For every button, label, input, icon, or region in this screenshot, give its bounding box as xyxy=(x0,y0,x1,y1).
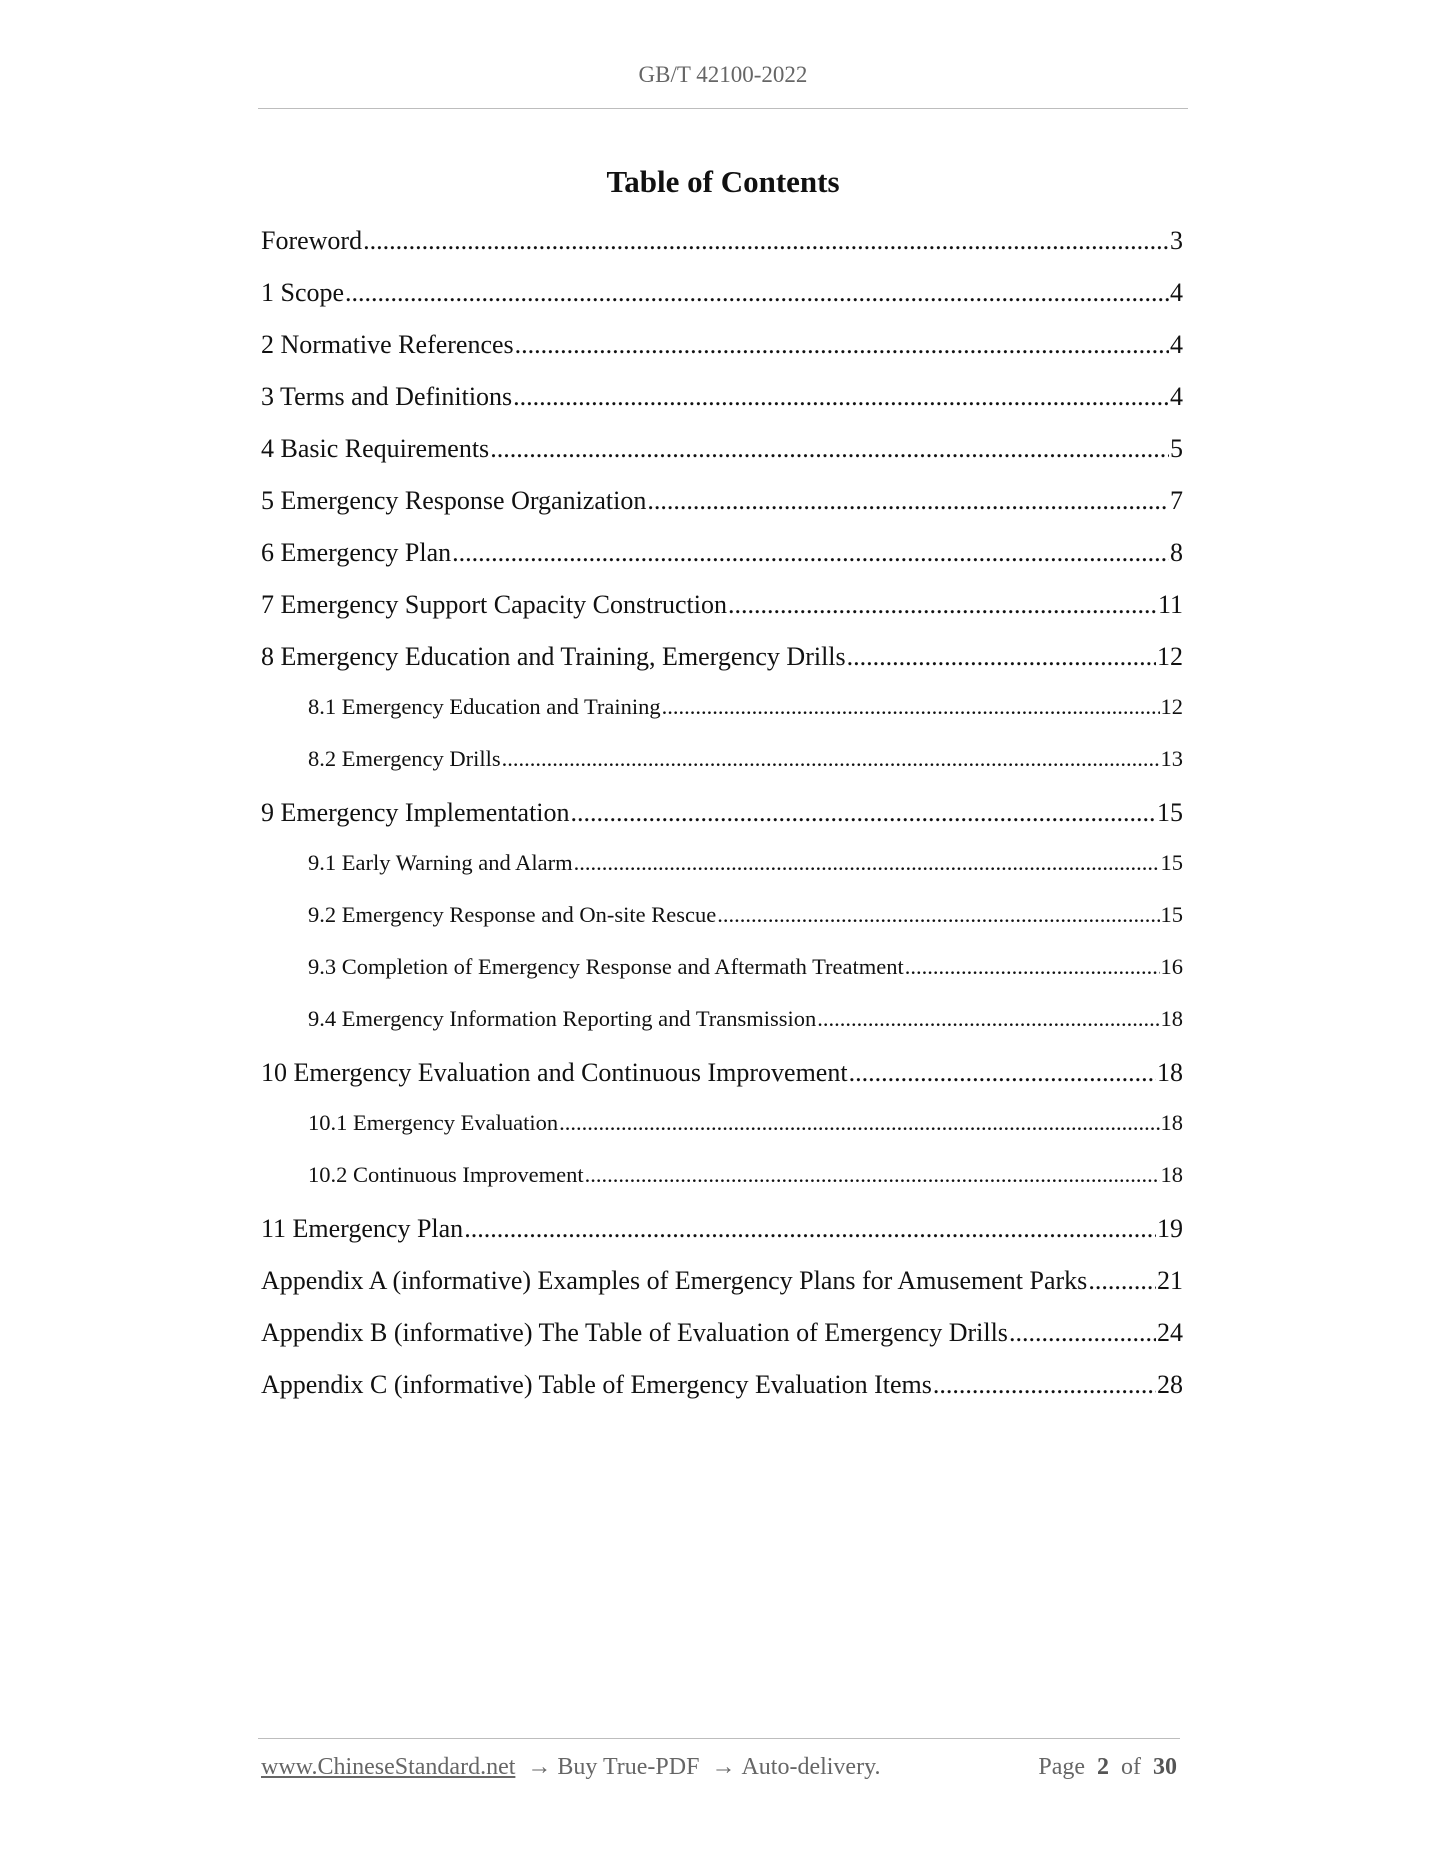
arrow-right-icon: → xyxy=(527,1754,552,1780)
toc-leader-dots xyxy=(933,1370,1156,1400)
toc-leader-dots xyxy=(574,850,1160,876)
toc-leader-dots xyxy=(662,694,1160,720)
toc-leader-dots xyxy=(559,1110,1159,1136)
toc-entry-page: 8 xyxy=(1170,538,1183,567)
header-divider xyxy=(258,108,1188,109)
toc-entry-label: 7 Emergency Support Capacity Construction xyxy=(261,590,727,619)
toc-entry-page: 15 xyxy=(1157,798,1183,827)
toc-entry-label: 10.2 Continuous Improvement xyxy=(308,1162,584,1187)
toc-entry[interactable] xyxy=(261,486,1183,538)
toc-entry-page: 18 xyxy=(1160,1006,1183,1031)
toc-entry-label: 9.1 Early Warning and Alarm xyxy=(308,850,573,875)
page-number xyxy=(1038,1754,1177,1781)
buy-text: Buy True-PDF xyxy=(557,1754,700,1780)
toc-entry[interactable] xyxy=(261,1006,1183,1058)
site-link[interactable]: www.ChineseStandard.net xyxy=(261,1754,516,1780)
toc-entry[interactable] xyxy=(261,1370,1183,1422)
toc-entry[interactable] xyxy=(261,954,1183,1006)
toc-leader-dots xyxy=(490,434,1169,464)
toc-entry[interactable] xyxy=(261,1214,1183,1266)
toc-entry-page: 13 xyxy=(1160,746,1183,771)
toc-entry-page: 18 xyxy=(1160,1110,1183,1135)
toc-entry-page: 12 xyxy=(1157,642,1183,671)
table-of-contents xyxy=(261,226,1183,1422)
toc-leader-dots xyxy=(502,746,1160,772)
toc-entry-page: 4 xyxy=(1170,278,1183,307)
toc-entry-label: 2 Normative References xyxy=(261,330,514,359)
toc-entry-label: 10 Emergency Evaluation and Continuous Improvement xyxy=(261,1058,848,1087)
toc-entry[interactable] xyxy=(261,1318,1183,1370)
toc-entry[interactable] xyxy=(261,382,1183,434)
toc-entry-label: 8 Emergency Education and Training, Emergency Drills xyxy=(261,642,846,671)
toc-entry-page: 5 xyxy=(1170,434,1183,463)
toc-entry-label: 1 Scope xyxy=(261,278,345,307)
toc-leader-dots xyxy=(513,382,1169,412)
toc-entry-label: 5 Emergency Response Organization xyxy=(261,486,647,515)
toc-entry-page: 3 xyxy=(1170,226,1183,255)
toc-leader-dots xyxy=(817,1006,1159,1032)
toc-entry[interactable] xyxy=(261,1162,1183,1214)
toc-entry-page: 12 xyxy=(1160,694,1183,719)
toc-entry[interactable] xyxy=(261,694,1183,746)
toc-leader-dots xyxy=(515,330,1169,360)
toc-entry-page: 15 xyxy=(1160,850,1183,875)
toc-entry[interactable] xyxy=(261,590,1183,642)
toc-entry-label: Foreword xyxy=(261,226,363,255)
toc-entry-label: 11 Emergency Plan xyxy=(261,1214,464,1243)
toc-entry-label: 10.1 Emergency Evaluation xyxy=(308,1110,559,1135)
toc-entry-page: 4 xyxy=(1170,330,1183,359)
toc-entry[interactable] xyxy=(261,226,1183,278)
toc-entry[interactable] xyxy=(261,798,1183,850)
toc-entry[interactable] xyxy=(261,642,1183,694)
toc-leader-dots xyxy=(905,954,1160,980)
toc-entry-label: Appendix C (informative) Table of Emergency Evaluation Items xyxy=(261,1370,932,1399)
toc-entry-label: Appendix A (informative) Examples of Emergency Plans for Amusement Parks xyxy=(261,1266,1088,1295)
toc-entry[interactable] xyxy=(261,434,1183,486)
toc-entry-label: 6 Emergency Plan xyxy=(261,538,452,567)
toc-entry-page: 16 xyxy=(1160,954,1183,979)
toc-leader-dots xyxy=(363,226,1169,256)
toc-leader-dots xyxy=(1088,1266,1156,1296)
toc-entry-label: 3 Terms and Definitions xyxy=(261,382,513,411)
toc-leader-dots xyxy=(452,538,1169,568)
toc-leader-dots xyxy=(345,278,1169,308)
page-total: 30 xyxy=(1153,1754,1177,1780)
toc-leader-dots xyxy=(717,902,1159,928)
toc-entry-label: 9.2 Emergency Response and On-site Rescue xyxy=(308,902,717,927)
toc-entry-page: 4 xyxy=(1170,382,1183,411)
toc-entry[interactable] xyxy=(261,278,1183,330)
toc-leader-dots xyxy=(464,1214,1156,1244)
page-current: 2 xyxy=(1097,1754,1109,1780)
toc-entry-page: 18 xyxy=(1160,1162,1183,1187)
toc-entry[interactable] xyxy=(261,1266,1183,1318)
footer-divider xyxy=(258,1738,1180,1739)
toc-entry-label: Appendix B (informative) The Table of Evaluation of Emergency Drills xyxy=(261,1318,1008,1347)
toc-entry[interactable] xyxy=(261,330,1183,382)
toc-entry-page: 19 xyxy=(1157,1214,1183,1243)
toc-entry[interactable] xyxy=(261,1058,1183,1110)
page-word: Page xyxy=(1038,1754,1085,1780)
toc-entry-label: 9 Emergency Implementation xyxy=(261,798,570,827)
toc-entry-page: 15 xyxy=(1160,902,1183,927)
of-word: of xyxy=(1121,1754,1141,1780)
toc-entry[interactable] xyxy=(261,902,1183,954)
toc-entry-page: 7 xyxy=(1170,486,1183,515)
footer-promo xyxy=(261,1754,881,1781)
arrow-right-icon: → xyxy=(711,1754,736,1780)
toc-entry-label: 9.4 Emergency Information Reporting and Transmission xyxy=(308,1006,817,1031)
toc-entry-page: 21 xyxy=(1157,1266,1183,1295)
toc-entry-page: 24 xyxy=(1157,1318,1183,1347)
toc-entry-label: 4 Basic Requirements xyxy=(261,434,490,463)
toc-entry[interactable] xyxy=(261,850,1183,902)
toc-entry-label: 8.2 Emergency Drills xyxy=(308,746,501,771)
toc-leader-dots xyxy=(847,642,1156,672)
toc-entry-page: 28 xyxy=(1157,1370,1183,1399)
toc-leader-dots xyxy=(647,486,1169,516)
toc-entry-page: 18 xyxy=(1157,1058,1183,1087)
delivery-text: Auto-delivery. xyxy=(741,1754,881,1780)
toc-entry[interactable] xyxy=(261,746,1183,798)
toc-title: Table of Contents xyxy=(606,164,840,199)
toc-leader-dots xyxy=(585,1162,1160,1188)
toc-leader-dots xyxy=(849,1058,1156,1088)
toc-leader-dots xyxy=(728,590,1157,620)
toc-leader-dots xyxy=(1009,1318,1156,1348)
toc-entry[interactable] xyxy=(261,1110,1183,1162)
toc-entry-label: 8.1 Emergency Education and Training xyxy=(308,694,661,719)
toc-entry[interactable] xyxy=(261,538,1183,590)
toc-leader-dots xyxy=(571,798,1156,828)
toc-entry-label: 9.3 Completion of Emergency Response and Aftermath Treatment xyxy=(308,954,904,979)
toc-entry-page: 11 xyxy=(1157,590,1183,619)
running-header: GB/T 42100-2022 xyxy=(638,62,808,87)
